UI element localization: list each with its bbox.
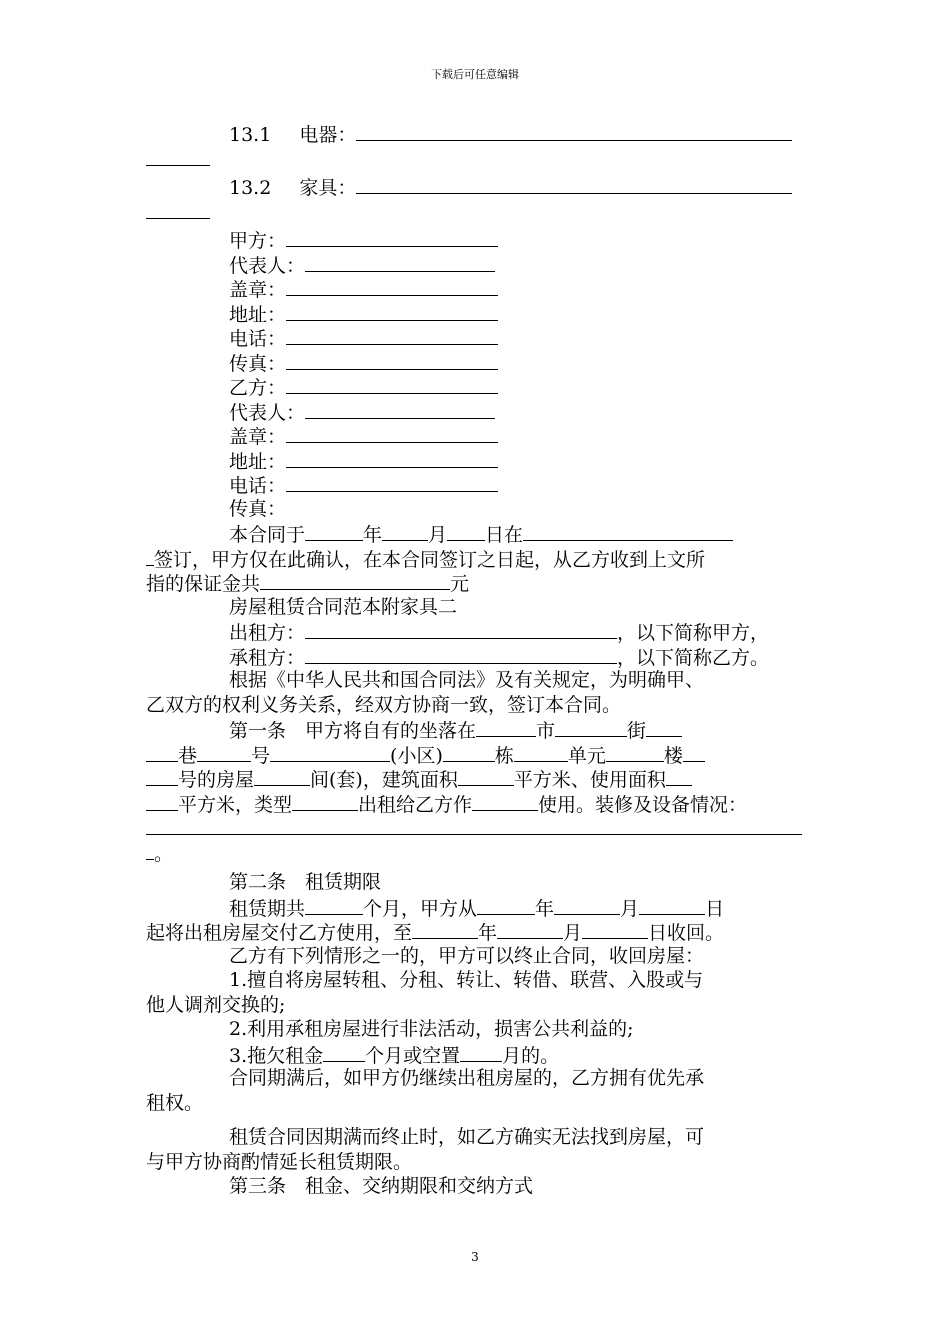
field-label: 地址： [229,450,287,473]
text: 市 [536,720,556,742]
priority-line-2: 租权。 [146,1091,204,1114]
article-1-line-5 [146,815,808,840]
text: 年 [363,524,383,546]
condition-1-line-2: 他人调剂交换的; [146,993,286,1016]
article-2-title: 第二条 租赁期限 [229,871,382,893]
blank [286,227,498,247]
item-number: 13.1 [229,124,272,146]
article-2-line-1 [146,895,808,920]
article-1-line-6 [146,840,808,865]
text: 楼 [663,744,683,767]
party-b-rep [146,399,808,424]
text: 出租给乙方作 [358,793,473,816]
priority-line-1: 合同期满后，如甲方仍继续出租房屋的，乙方拥有优先承 [229,1067,705,1089]
article-1-line-1 [146,717,808,742]
blank [146,791,178,811]
text: 年 [478,922,498,944]
blank [270,742,390,762]
blank [460,1042,502,1062]
blank [286,276,498,296]
receipt-line-3 [146,570,808,595]
text: (小区) [390,744,443,767]
blank [286,301,498,321]
party-b-seal [146,423,808,448]
blank [146,815,802,835]
text: 巷 [178,744,198,767]
text: 间(套)，建筑面积 [310,769,458,791]
text: 号的房屋 [178,769,255,791]
blank [292,791,358,811]
text: ，以下简称乙方。 [617,646,770,669]
field-label: 承租方： [229,646,306,669]
condition-1-line-1: 1.擅自将房屋转租、分租、转让、转借、联营、入股或与 [229,969,704,991]
text: 号 [251,744,271,767]
blank [323,1042,365,1062]
field-label: 乙方： [229,377,287,399]
basis-line-1: 根据《中华人民共和国合同法》及有关规定，为明确甲、 [229,669,705,691]
text: 月的。 [502,1044,560,1067]
basis-line-2: 乙双方的权利义务关系，经双方协商一致，签订本合同。 [146,693,622,716]
blank [254,766,310,786]
text: 栋 [494,744,514,767]
text: 日 [705,897,725,920]
blank [554,895,620,915]
blank [286,325,498,345]
party-b-name [146,374,808,399]
page-number: 3 [471,1250,479,1264]
blank [382,521,428,541]
receipt-line-1 [146,521,808,546]
text: 日收回。 [648,922,725,944]
item-13-1-cont [146,146,808,171]
text: 个月或空置 [365,1044,461,1067]
blank [477,895,535,915]
blank [146,546,154,566]
blank [683,742,705,762]
text: 年 [535,897,555,920]
text: 月 [620,897,640,920]
text: ，以下简称甲方， [617,622,770,644]
field-label: 地址： [229,303,287,326]
text: 租赁期共 [229,897,306,920]
field-label: 盖章： [229,279,287,301]
text: 本合同于 [229,524,306,546]
text: 元 [450,573,470,595]
field-label: 盖章： [229,426,287,448]
party-b-phone [146,472,808,497]
blank [286,350,498,370]
party-a-phone [146,325,808,350]
blank [646,717,682,737]
blank [146,199,210,219]
text: 3.拖欠租金 [229,1044,324,1067]
article-1-line-3 [146,766,808,791]
article-3-title: 第三条 租金、交纳期限和交纳方式 [229,1175,534,1197]
text: 起将出租房屋交付乙方使用，至 [146,922,413,944]
termination-intro: 乙方有下列情形之一的，甲方可以终止合同，收回房屋： [229,944,705,967]
text: 平方米，类型 [178,793,293,816]
blank [356,174,792,194]
text: 。 [154,842,174,865]
extension-line-2: 与甲方协商酌情延长租赁期限。 [146,1150,413,1173]
extension-line-1: 租赁合同因期满而终止时，如乙方确实无法找到房屋，可 [229,1126,705,1148]
blank [286,423,498,443]
text: 第一条 甲方将自有的坐落在 [229,720,477,742]
blank [447,521,485,541]
blank [305,619,617,639]
blank [305,399,495,419]
blank [305,895,363,915]
blank [443,742,495,762]
condition-3 [146,1042,808,1067]
blank [514,742,568,762]
item-label: 家具： [299,177,357,199]
party-b-fax [146,497,808,522]
blank [412,919,478,939]
text: 月 [563,922,583,944]
blank [197,742,251,762]
text: 平方米、使用面积 [513,769,666,791]
blank [555,717,627,737]
field-label: 电话： [229,328,287,350]
blank [458,766,514,786]
text: 单元 [567,744,606,767]
article-1-line-4 [146,791,808,816]
item-number: 13.2 [229,177,272,199]
blank [286,374,498,394]
text: 签订，甲方仅在此确认，在本合同签订之日起，从乙方收到上文所 [154,548,706,571]
field-label: 电话： [229,475,287,497]
blank [286,472,498,492]
party-b-address [146,448,808,473]
item-13-2-cont [146,199,808,224]
blank [146,146,210,166]
blank [286,448,498,468]
article-1-line-2 [146,742,808,767]
blank [260,570,450,590]
blank [305,252,495,272]
item-label: 电器： [299,124,357,146]
field-label: 传真： [229,352,287,375]
text: 街 [627,720,647,742]
lessee-line [146,644,808,669]
blank [497,919,563,939]
article-2-line-2 [146,919,808,944]
blank [305,521,363,541]
field-label: 甲方： [229,230,287,252]
blank [472,791,538,811]
blank [606,742,664,762]
field-label: 传真： [229,497,287,520]
party-a-rep [146,252,808,277]
blank [476,717,536,737]
text: 使用。装修及设备情况： [538,793,748,816]
blank [305,644,617,664]
blank [582,919,648,939]
party-a-fax [146,350,808,375]
blank [639,895,705,915]
blank [146,766,178,786]
text: 月 [428,524,448,546]
text: 个月，甲方从 [363,897,478,920]
contract-title: 房屋租赁合同范本附家具二 [229,595,458,618]
party-a-name [146,227,808,252]
blank [146,742,178,762]
lessor-line [146,619,808,644]
document-body [146,121,808,1199]
blank [356,121,792,141]
item-13-1 [146,121,808,146]
text: 日在 [485,524,524,546]
condition-2: 2.利用承租房屋进行非法活动，损害公共利益的; [229,1018,634,1040]
blank [146,840,154,860]
field-label: 代表人： [229,254,306,277]
party-a-seal [146,276,808,301]
party-a-address [146,301,808,326]
item-13-2 [146,174,808,199]
blank [523,521,733,541]
receipt-line-2 [146,546,808,571]
blank [666,766,692,786]
page-header: 下载后可任意编辑 [431,68,519,81]
text: 指的保证金共 [146,573,261,595]
field-label: 代表人： [229,401,306,424]
field-label: 出租方： [229,622,306,644]
